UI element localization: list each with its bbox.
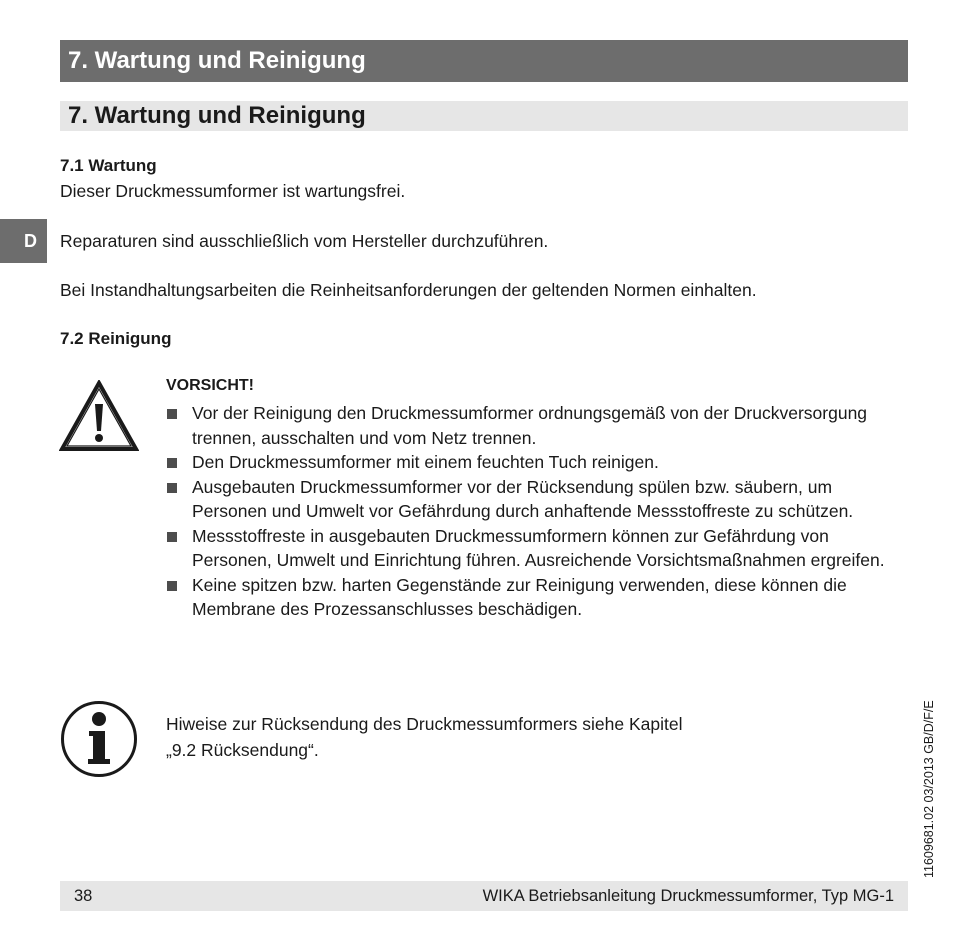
info-note-line-2: „9.2 Rücksendung“.	[166, 740, 319, 760]
chapter-header	[60, 40, 908, 82]
language-tab	[0, 219, 47, 263]
section-header	[60, 101, 908, 131]
page-footer	[60, 881, 908, 911]
bullet-square-icon	[167, 581, 177, 591]
list-item	[166, 475, 911, 524]
document-code: 11609681.02 03/2013 GB/D/F/E	[922, 700, 936, 878]
bullet-square-icon	[167, 409, 177, 419]
list-item	[166, 573, 911, 622]
wartung-paragraph-3: Bei Instandhaltungsarbeiten die Reinheitsanforderungen der geltenden Normen einhalten.	[60, 280, 757, 300]
list-item	[166, 524, 911, 573]
list-item-text: Vor der Reinigung den Druckmessumformer ordnungsgemäß von der Druckversorgung trennen, ausschalten und vom Netz trennen.	[192, 403, 868, 448]
footer-title: WIKA Betriebsanleitung Druckmessumformer, Typ MG-1	[482, 887, 894, 905]
chapter-title: 7. Wartung und Reinigung	[68, 47, 366, 74]
section-title: 7. Wartung und Reinigung	[68, 102, 366, 129]
warning-bullet-list	[166, 401, 911, 622]
wartung-paragraph-2: Reparaturen sind ausschließlich vom Hersteller durchzuführen.	[60, 231, 549, 251]
bullet-square-icon	[167, 458, 177, 468]
wartung-heading: 7.1 Wartung	[60, 156, 157, 175]
list-item	[166, 450, 911, 475]
bullet-square-icon	[167, 483, 177, 493]
list-item-text: Messstoffreste in ausgebauten Druckmessumformern können zur Gefährdung von Personen, Umwelt und Einrichtung führen. Ausreichende Vorsichtsmaßnahmen ergreifen.	[192, 525, 885, 570]
bullet-square-icon	[167, 532, 177, 542]
warning-triangle-icon	[59, 380, 139, 452]
list-item-text: Ausgebauten Druckmessumformer vor der Rücksendung spülen bzw. säubern, um Personen und Umwelt vor Gefährdung durch anhaftende Messstoffreste zu schützen.	[192, 476, 854, 521]
page-number: 38	[74, 887, 93, 905]
info-note-line-1: Hiweise zur Rücksendung des Druckmessumformers siehe Kapitel	[166, 714, 683, 734]
reinigung-heading: 7.2 Reinigung	[60, 329, 172, 348]
info-note	[166, 711, 766, 763]
list-item-text: Keine spitzen bzw. harten Gegenstände zur Reinigung verwenden, diese können die Membrane des Prozessanschlusses beschädigen.	[192, 574, 847, 619]
list-item	[166, 401, 911, 450]
info-icon	[60, 700, 138, 778]
warning-title: VORSICHT!	[166, 377, 254, 394]
list-item-text: Den Druckmessumformer mit einem feuchten Tuch reinigen.	[192, 452, 659, 472]
wartung-paragraph-1: Dieser Druckmessumformer ist wartungsfrei.	[60, 181, 406, 201]
language-tab-label: D	[24, 231, 37, 251]
